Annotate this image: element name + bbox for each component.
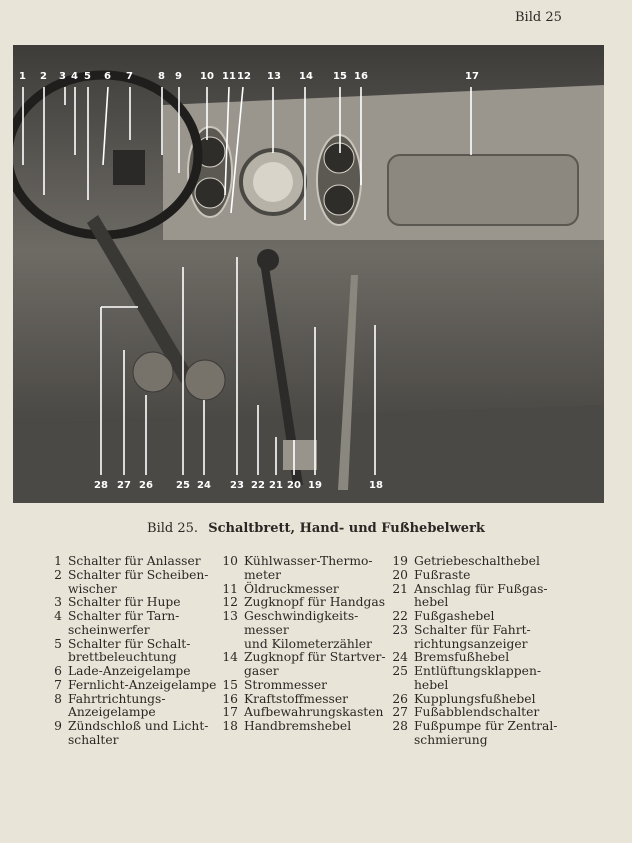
legend-text: Fahrtrichtungs- Anzeigelampe [68,691,166,720]
legend-item [44,665,224,679]
legend-text: Schalter für Schalt- brettbeleuchtung [68,636,191,665]
legend-item [44,596,224,610]
legend-item [220,706,396,720]
legend-text: Zugknopf für Handgas [244,595,386,610]
callout-25: 25 [176,480,190,491]
legend-number: 19 [392,554,408,568]
callout-20: 20 [287,480,301,491]
callout-26: 26 [139,480,153,491]
callout-24: 24 [197,480,211,491]
callout-16: 16 [354,71,368,82]
legend-item [390,693,590,707]
callout-5: 5 [84,71,91,82]
callout-1: 1 [19,71,26,82]
legend-number: 1 [54,554,62,568]
legend-item [44,693,224,721]
legend-number: 21 [392,581,408,596]
legend-item [220,596,396,610]
legend-column-1 [44,555,224,748]
legend-item [390,624,590,652]
page-label: Bild 25 [515,10,562,25]
legend-text: Strommesser [244,677,328,692]
legend-number: 6 [54,664,62,678]
callout-27: 27 [117,480,131,491]
legend-text: Kraftstoffmesser [244,691,348,706]
legend-number: 10 [222,554,238,568]
legend-item [390,651,590,665]
legend-number: 5 [54,636,62,651]
legend-item [390,569,590,583]
callout-6: 6 [104,71,111,82]
legend-text: Schalter für Tarn- scheinwerfer [68,609,180,637]
legend-text: Zugknopf für Startver- gaser [244,650,386,678]
legend-number: 8 [54,691,62,706]
legend-item [390,583,590,611]
legend-text: Getriebeschalthebel [414,554,540,568]
legend-number: 17 [222,705,238,720]
legend-item [220,693,396,707]
dashboard-photo [13,45,604,503]
legend-number: 20 [392,567,408,582]
legend-text: Kupplungsfußhebel [414,691,536,706]
legend-text: Schalter für Hupe [68,595,181,610]
legend-text: Zündschloß und Licht- schalter [68,719,209,747]
callout-10: 10 [200,71,214,82]
legend-item [220,679,396,693]
legend-item [390,555,590,569]
legend-item [44,720,224,748]
legend-text: Geschwindigkeits- messer und Kilometerzähler [244,609,372,651]
legend-item [44,569,224,597]
legend-number: 25 [392,664,408,678]
legend-text: Fußraste [414,567,471,582]
callout-12: 12 [237,71,251,82]
legend-item [220,720,396,734]
callout-13: 13 [267,71,281,82]
callout-14: 14 [299,71,313,82]
callout-4: 4 [71,71,78,82]
callout-7: 7 [126,71,133,82]
legend-number: 13 [222,609,238,623]
legend-text: Aufbewahrungskasten [244,705,384,720]
legend-number: 4 [54,609,62,623]
callout-8: 8 [158,71,165,82]
legend-text: Entlüftungsklappen- hebel [414,664,542,692]
legend-item [220,583,396,597]
legend-item [390,610,590,624]
callout-9: 9 [175,71,182,82]
legend-text: Anschlag für Fußgas- hebel [414,581,548,610]
legend-item [390,720,590,748]
legend-text: Fußpumpe für Zentral- schmierung [414,719,558,747]
callout-3: 3 [59,71,66,82]
legend-item [44,638,224,666]
legend-text: Handbremshebel [244,719,352,733]
legend-number: 18 [222,719,238,733]
legend-number: 12 [222,595,238,610]
callout-19: 19 [308,480,322,491]
callout-2: 2 [40,71,47,82]
legend-text: Fußabblendschalter [414,705,540,720]
legend-number: 11 [222,581,238,596]
legend-text: Schalter für Scheiben- wischer [68,567,209,596]
legend-item [44,555,224,569]
legend-number: 26 [392,691,408,706]
callout-17: 17 [465,71,479,82]
callout-21: 21 [269,480,283,491]
legend-number: 27 [392,705,408,720]
legend-number: 14 [222,650,238,665]
callout-23: 23 [230,480,244,491]
caption-title: Schaltbrett, Hand- und Fußhebelwerk [208,521,485,536]
legend-number: 23 [392,622,408,637]
legend-number: 3 [54,595,62,610]
legend-text: Lade-Anzeigelampe [68,664,191,678]
legend-item [220,651,396,679]
legend-number: 24 [392,650,408,665]
legend-number: 9 [54,719,62,733]
legend-item [390,665,590,693]
legend-number: 2 [54,567,62,582]
figure-caption [0,521,632,536]
callout-18: 18 [369,480,383,491]
callout-11: 11 [222,71,236,82]
legend-text: Bremsfußhebel [414,650,510,665]
legend-number: 16 [222,691,238,706]
legend-text: Schalter für Anlasser [68,554,201,568]
legend-item [44,610,224,638]
callout-15: 15 [333,71,347,82]
legend-item [44,679,224,693]
legend-text: Fußgashebel [414,609,495,623]
legend-text: Fernlicht-Anzeigelampe [68,677,217,692]
caption-number: Bild 25. [147,521,199,536]
dashboard-illustration [13,45,604,503]
legend-number: 28 [392,719,408,733]
legend-text: Öldruckmesser [244,581,339,596]
callout-22: 22 [251,480,265,491]
legend-number: 15 [222,677,238,692]
legend-column-2 [220,555,396,734]
legend-text: Kühlwasser-Thermo- meter [244,554,373,582]
legend-column-3 [390,555,590,748]
legend-item [220,610,396,651]
legend-item [390,706,590,720]
legend-number: 7 [54,677,62,692]
callout-28: 28 [94,480,108,491]
legend-text: Schalter für Fahrt- richtungsanzeiger [414,622,531,651]
legend-item [220,555,396,583]
legend-number: 22 [392,609,408,623]
